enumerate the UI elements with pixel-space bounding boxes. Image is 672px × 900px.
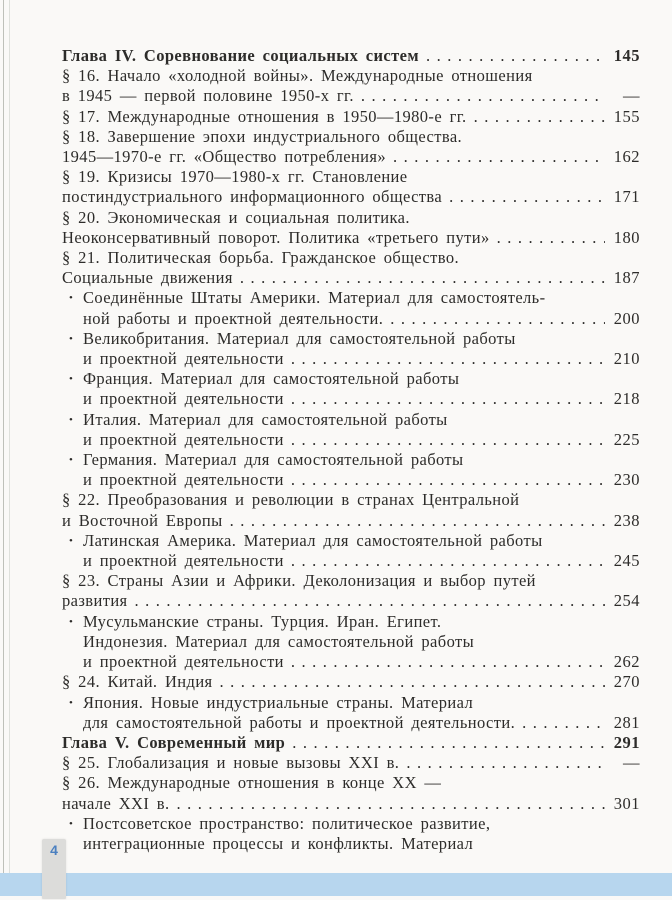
toc-line: [62, 571, 640, 591]
toc-page-number: 270: [613, 672, 640, 692]
bottom-band: [0, 873, 672, 896]
toc-line: [62, 228, 640, 248]
toc-entry-text: развития: [62, 591, 128, 611]
toc-page-number: —: [623, 753, 640, 773]
dot-leader: [497, 228, 605, 248]
dot-leader: [220, 672, 605, 692]
toc-page-number: 262: [613, 652, 640, 672]
toc-line: [62, 753, 640, 773]
toc-entry-text: Глава IV. Соревнование социальных систем: [62, 46, 419, 65]
dot-leader: [291, 470, 605, 490]
toc-entry: [62, 693, 640, 733]
dot-leader: [474, 107, 605, 127]
toc-line: [62, 733, 640, 753]
toc-entry: [62, 167, 640, 207]
toc-entry-text: 1945—1970-е гг. «Общество потребления»: [62, 147, 387, 167]
toc-entry: [62, 410, 640, 450]
dot-leader: [240, 268, 605, 288]
bullet-icon: •: [69, 696, 74, 709]
toc-page-number: 291: [613, 732, 640, 752]
toc-entry-text: Франция. Материал для самостоятельной работы: [83, 369, 460, 389]
page-tab: [42, 839, 66, 899]
toc-entry: [62, 127, 640, 167]
toc-line: [62, 288, 640, 308]
bullet-icon: •: [69, 332, 74, 345]
toc-page-number: 180: [613, 227, 640, 247]
toc-entry-text: Германия. Материал для самостоятельной работы: [83, 450, 464, 470]
toc-entry: [62, 490, 640, 530]
toc-line: [62, 511, 640, 531]
toc-entry: [62, 814, 640, 854]
dot-leader: [135, 591, 605, 611]
toc-line: [62, 773, 640, 793]
toc-entry-text: начале XXI в.: [62, 793, 170, 813]
toc-line: [62, 329, 640, 349]
bullet-icon: •: [69, 817, 74, 830]
toc-entry: [62, 369, 640, 409]
toc-entry-text: § 16. Начало «холодной войны». Международные отношения: [62, 66, 533, 86]
toc-line: [62, 470, 640, 490]
toc-line: [62, 551, 640, 571]
toc-entry-text: интеграционные процессы и конфликты. Материал: [83, 833, 474, 853]
toc-entry-text: Мусульманские страны. Турция. Иран. Египет.: [83, 611, 442, 631]
toc-line: [62, 127, 640, 147]
toc-entry: [62, 531, 640, 571]
toc-list: [62, 46, 640, 854]
toc-entry: [62, 773, 640, 813]
dot-leader: [291, 349, 605, 369]
toc-entry: [62, 733, 640, 753]
toc-entry: [62, 450, 640, 490]
dot-leader: [291, 389, 605, 409]
toc-entry-text: § 20. Экономическая и социальная политика.: [62, 207, 410, 227]
toc-entry-text: § 23. Страны Азии и Африки. Деколонизация и выбор путей: [62, 571, 536, 591]
toc-page-number: 218: [613, 389, 640, 409]
toc-entry: [62, 753, 640, 773]
toc-entry-text: Япония. Новые индустриальные страны. Материал: [83, 692, 474, 712]
bullet-icon: •: [69, 373, 74, 386]
toc-page-number: 210: [613, 349, 640, 369]
toc-entry-text: Великобритания. Материал для самостоятельной работы: [83, 328, 516, 348]
toc-page-number: 230: [613, 470, 640, 490]
toc-line: [62, 531, 640, 551]
toc-line: [62, 107, 640, 127]
paper-edge-line-outer: [3, 0, 4, 873]
toc-entry-text: и Восточной Европы: [62, 510, 223, 530]
toc-page-number: 281: [613, 712, 640, 732]
dot-leader: [291, 652, 605, 672]
dot-leader: [361, 86, 605, 106]
toc-page-number: 171: [613, 187, 640, 207]
toc-entry-text: и проектной деятельности: [83, 470, 284, 490]
folio-page-number: 4: [50, 842, 58, 858]
toc-line: [62, 147, 640, 167]
toc-line: [62, 309, 640, 329]
toc-entry-text: Латинская Америка. Материал для самостоятельной работы: [83, 530, 543, 550]
toc-line: [62, 490, 640, 510]
toc-entry-text: в 1945 — первой половине 1950-х гг.: [62, 86, 354, 106]
toc-line: [62, 268, 640, 288]
toc-entry-text: и проектной деятельности: [83, 389, 284, 409]
toc-entry: [62, 208, 640, 248]
toc-page-number: 145: [613, 46, 640, 65]
toc-line: [62, 652, 640, 672]
toc-page-number: 238: [613, 510, 640, 530]
toc-page-number: 162: [613, 147, 640, 167]
dot-leader: [426, 46, 605, 66]
toc-entry: [62, 248, 640, 288]
toc-entry: [62, 66, 640, 106]
toc-line: [62, 86, 640, 106]
toc-line: [62, 834, 640, 854]
toc-entry-text: и проектной деятельности: [83, 652, 284, 672]
toc-line: [62, 167, 640, 187]
toc-entry: [62, 46, 640, 66]
bullet-icon: •: [69, 292, 74, 305]
toc-entry-text: Индонезия. Материал для самостоятельной работы: [83, 631, 475, 651]
dot-leader: [177, 794, 605, 814]
toc-entry-text: и проектной деятельности: [83, 429, 284, 449]
toc-entry-text: Италия. Материал для самостоятельной работы: [83, 409, 448, 429]
toc-page-number: 245: [613, 551, 640, 571]
toc-entry-text: Соединённые Штаты Америки. Материал для самостоятель-: [83, 288, 546, 308]
toc-line: [62, 814, 640, 834]
toc-line: [62, 672, 640, 692]
toc-entry-text: Социальные движения: [62, 268, 233, 288]
toc-entry: [62, 672, 640, 692]
toc-page-number: 187: [613, 268, 640, 288]
toc-page-number: 225: [613, 429, 640, 449]
toc-page-number: 155: [613, 106, 640, 126]
dot-leader: [291, 551, 605, 571]
toc-line: [62, 410, 640, 430]
toc-line: [62, 632, 640, 652]
toc-line: [62, 389, 640, 409]
toc-entry-text: § 24. Китай. Индия: [62, 672, 213, 692]
toc-entry-text: § 21. Политическая борьба. Гражданское общество.: [62, 248, 460, 268]
toc-line: [62, 248, 640, 268]
toc-line: [62, 349, 640, 369]
toc-entry-text: постиндустриального информационного общества: [62, 187, 443, 207]
bullet-icon: •: [69, 615, 74, 628]
toc-entry: [62, 329, 640, 369]
toc-entry-text: § 18. Завершение эпохи индустриального общества.: [62, 126, 463, 146]
toc-entry-text: ной работы и проектной деятельности.: [83, 308, 384, 328]
toc-entry-text: § 25. Глобализация и новые вызовы XXI в.: [62, 753, 400, 773]
toc-entry-text: Неоконсервативный поворот. Политика «третьего пути»: [62, 227, 490, 247]
dot-leader: [522, 713, 605, 733]
toc-line: [62, 591, 640, 611]
dot-leader: [449, 187, 605, 207]
toc-line: [62, 794, 640, 814]
toc-page-number: 301: [613, 793, 640, 813]
toc-page-number: —: [623, 86, 640, 106]
toc-entry-text: Глава V. Современный мир: [62, 732, 286, 752]
toc-line: [62, 208, 640, 228]
dot-leader: [393, 147, 605, 167]
toc-line: [62, 450, 640, 470]
toc-entry-text: и проектной деятельности: [83, 349, 284, 369]
toc-entry-text: для самостоятельной работы и проектной деятельности.: [83, 712, 516, 732]
toc-line: [62, 187, 640, 207]
bullet-icon: •: [69, 454, 74, 467]
dot-leader: [390, 309, 605, 329]
toc-entry: [62, 612, 640, 673]
toc-entry: [62, 288, 640, 328]
toc-entry-text: и проектной деятельности: [83, 551, 284, 571]
toc-entry-text: § 17. Международные отношения в 1950—1980-е гг.: [62, 106, 467, 126]
dot-leader: [230, 511, 605, 531]
toc-line: [62, 612, 640, 632]
dot-leader: [291, 430, 605, 450]
dot-leader: [406, 753, 605, 773]
dot-leader: [292, 733, 605, 753]
toc-line: [62, 693, 640, 713]
bullet-icon: •: [69, 534, 74, 547]
toc-page-number: 254: [613, 591, 640, 611]
bullet-icon: •: [69, 413, 74, 426]
toc-line: [62, 66, 640, 86]
toc-entry-text: Постсоветское пространство: политическое развитие,: [83, 813, 491, 833]
toc-line: [62, 713, 640, 733]
toc-entry-text: § 26. Международные отношения в конце XX —: [62, 773, 442, 793]
toc-entry: [62, 571, 640, 611]
toc-entry-text: § 19. Кризисы 1970—1980-х гг. Становление: [62, 167, 408, 187]
toc-line: [62, 430, 640, 450]
toc-line: [62, 369, 640, 389]
toc-entry-text: § 22. Преобразования и революции в странах Центральной: [62, 490, 520, 510]
toc-page-number: 200: [613, 308, 640, 328]
toc-entry: [62, 107, 640, 127]
paper-edge-line-inner: [9, 0, 10, 873]
toc-line: [62, 46, 640, 66]
